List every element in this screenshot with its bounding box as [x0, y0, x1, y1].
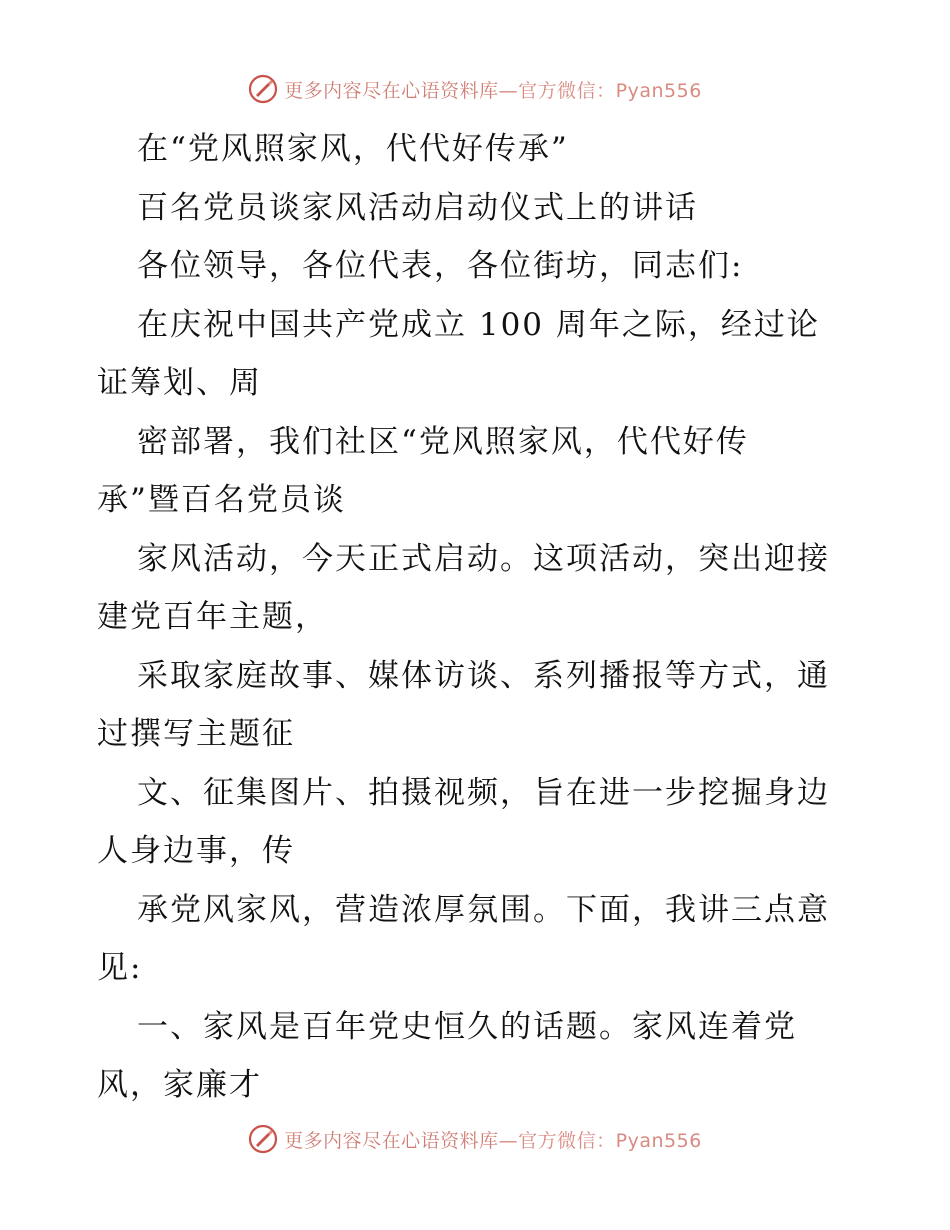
- watermark-separator: —: [498, 79, 519, 102]
- doc-line: 人身边事，传: [97, 833, 295, 869]
- doc-line-title-2: 百名党员谈家风活动启动仪式上的讲话: [137, 189, 698, 226]
- logo-icon: [248, 1124, 278, 1154]
- doc-line: 建党百年主题，: [97, 599, 328, 635]
- doc-line: 见:: [97, 950, 143, 986]
- doc-line: 采取家庭故事、媒体访谈、系列播报等方式，通: [137, 657, 830, 694]
- doc-line: 密部署，我们社区“党风照家风，代代好传: [137, 423, 749, 460]
- watermark-site-text: 更多内容尽在心语资料库: [284, 79, 499, 102]
- header-watermark: [0, 72, 950, 106]
- doc-line: 承”暨百名党员谈: [97, 482, 346, 518]
- doc-line-title-1: 在“党风照家风，代代好传承”: [137, 131, 569, 167]
- document-body: [97, 120, 857, 1115]
- doc-line: 文、征集图片、拍摄视频，旨在进一步挖掘身边: [137, 774, 830, 811]
- footer-watermark: [0, 1122, 950, 1156]
- logo-icon: [248, 74, 278, 104]
- watermark-site-text: 更多内容尽在心语资料库: [284, 1129, 499, 1152]
- doc-line: 一、家风是百年党史恒久的话题。家风连着党: [137, 1008, 797, 1045]
- doc-line: 风，家廉才: [97, 1067, 262, 1103]
- doc-line: 过撰写主题征: [97, 716, 295, 752]
- watermark-separator: —: [498, 1129, 519, 1152]
- doc-line-salutation: 各位领导，各位代表，各位街坊，同志们:: [137, 248, 744, 284]
- doc-line: 证筹划、周: [97, 365, 262, 401]
- doc-line: 在庆祝中国共产党成立 100 周年之际，经过论: [137, 306, 820, 343]
- watermark-wechat-text: 官方微信：Pyan556: [518, 79, 702, 102]
- watermark-wechat-text: 官方微信：Pyan556: [518, 1129, 702, 1152]
- doc-line: 承党风家风，营造浓厚氛围。下面，我讲三点意: [137, 891, 830, 928]
- doc-line: 家风活动，今天正式启动。这项活动，突出迎接: [137, 540, 830, 577]
